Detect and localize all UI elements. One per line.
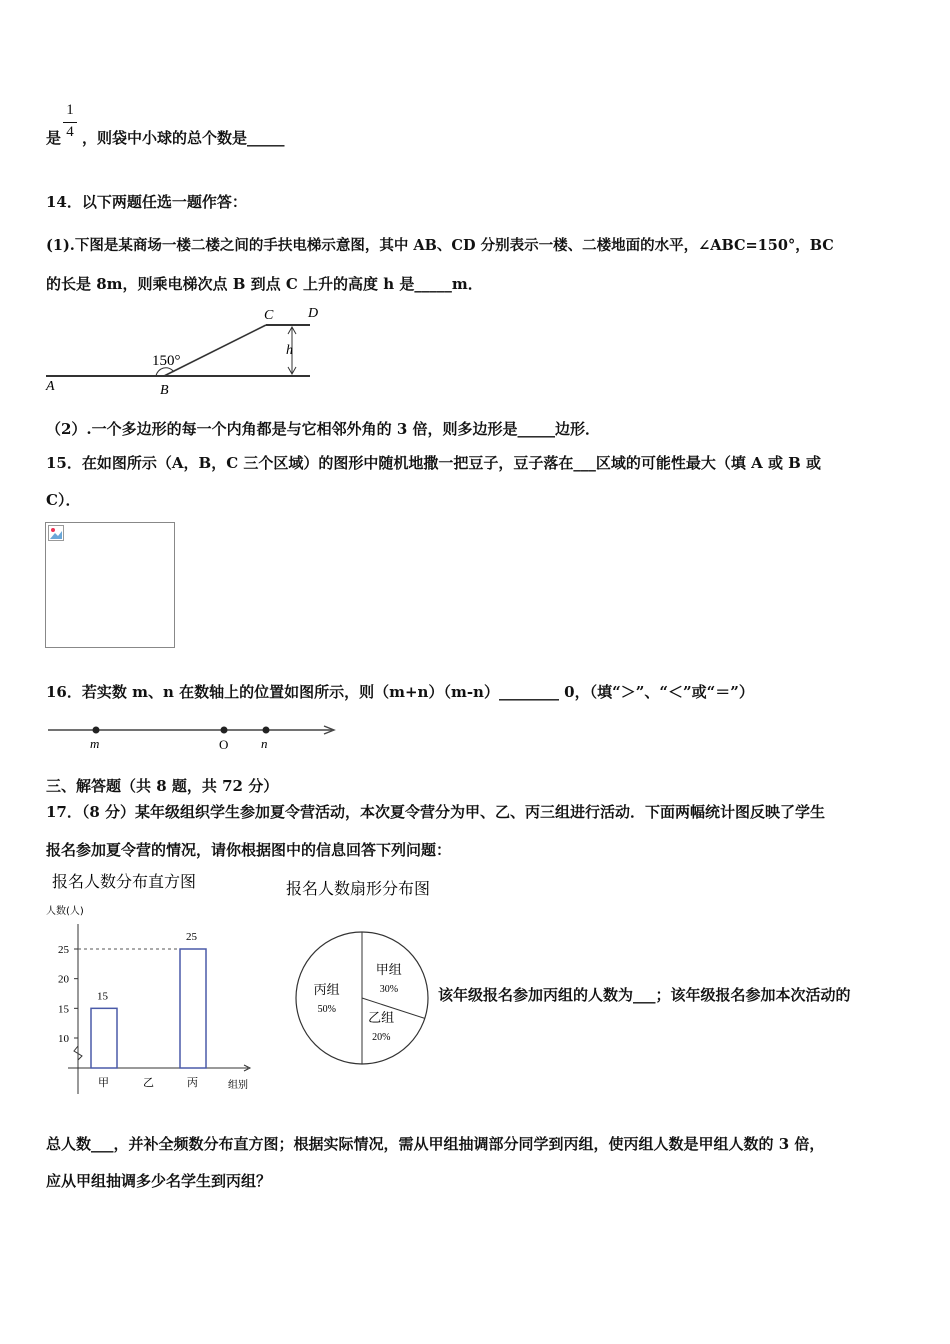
- y-tick-label: 15: [58, 1003, 69, 1016]
- q17-line2: 报名参加夏令营的情况，请你根据图中的信息回答下列问题：: [46, 841, 452, 859]
- label-h: h: [286, 343, 293, 358]
- y-tick-label: 25: [58, 944, 69, 956]
- pie-slice-percent: 20%: [372, 1031, 391, 1043]
- pie-slice-percent: 50%: [317, 1004, 337, 1015]
- q17-side-text: 该年级报名参加丙组的人数为___；该年级报名参加本次活动的: [438, 986, 851, 1004]
- chart-title: 报名人数分布直方图: [52, 872, 197, 891]
- fraction-numerator: 1: [66, 102, 74, 118]
- pie-title: 报名人数扇形分布图: [286, 879, 431, 898]
- escalator-figure: [44, 302, 324, 397]
- bar-value-label: 15: [97, 990, 108, 1003]
- label-D: D: [308, 306, 319, 321]
- label-B: B: [160, 383, 169, 398]
- section-title: 三、解答题（共 8 题，共 72 分）: [46, 777, 279, 795]
- q16-line: 16．若实数 m、n 在数轴上的位置如图所示，则（m+n）（m-n）________ 0，（填“＞”、“＜”或“＝”）: [46, 683, 754, 701]
- broken-image-icon: [48, 525, 64, 541]
- q13-pre: 是: [46, 129, 62, 147]
- fraction-denominator: 4: [66, 124, 74, 140]
- label-A: A: [46, 379, 55, 394]
- q17-line4: 应从甲组抽调多少名学生到丙组？: [46, 1172, 272, 1190]
- q15-line2: C）．: [46, 491, 81, 509]
- q13-text: ，则袋中小球的总个数是_____: [82, 129, 285, 147]
- y-axis-label: 人数(人): [46, 906, 84, 917]
- histogram-chart: [46, 870, 261, 1095]
- pie-slice-label: 丙组: [313, 982, 340, 997]
- x-tick-label: 丙: [187, 1077, 198, 1089]
- q14-p2: （2）.一个多边形的每一个内角都是与它相邻外角的 3 倍，则多边形是_____边形．: [46, 420, 601, 438]
- point-n: n: [261, 736, 268, 751]
- y-tick-label: 20: [58, 973, 69, 986]
- fraction-bar: [63, 122, 77, 123]
- number-line: [46, 720, 341, 750]
- label-angle: 150°: [152, 353, 181, 369]
- pie-chart: [286, 875, 446, 1075]
- bar: [91, 1008, 117, 1068]
- y-tick-label: 10: [58, 1033, 69, 1045]
- point-m: m: [90, 736, 100, 751]
- q14-p1-line1: (1).下图是某商场一楼二楼之间的手扶电梯示意图，其中 AB、CD 分别表示一楼、二楼地面的水平，∠ABC=150°，BC: [46, 237, 834, 254]
- q14-p1-line2: 的长是 8m，则乘电梯次点 B 到点 C 上升的高度 h 是_____m．: [46, 275, 483, 293]
- q17-line1: 17．（8 分）某年级组织学生参加夏令营活动，本次夏令营分为甲、乙、丙三组进行活动．下面两幅统计图反映了学生: [46, 803, 826, 821]
- label-C: C: [264, 308, 274, 323]
- pie-slice-percent: 30%: [379, 983, 399, 995]
- bar: [180, 949, 206, 1068]
- x-axis-label: 组别: [228, 1080, 248, 1091]
- x-tick-label: 乙: [143, 1077, 154, 1089]
- q17-line3: 总人数___，并补全频数分布直方图；根据实际情况，需从甲组抽调部分同学到丙组，使丙组人数是甲组人数的 3 倍，: [46, 1135, 825, 1153]
- point-o: O: [219, 737, 229, 752]
- q15-image-placeholder: [45, 522, 175, 648]
- pie-slice-label: 乙组: [368, 1009, 395, 1025]
- q15-line1: 15．在如图所示（A，B，C 三个区域）的图形中随机地撒一把豆子，豆子落在___区域的可能性最大（填 A 或 B 或: [46, 454, 822, 472]
- q14-title: 14．以下两题任选一题作答：: [46, 193, 247, 211]
- pie-slice-label: 甲组: [375, 961, 402, 977]
- bar-value-label: 25: [186, 931, 197, 943]
- x-tick-label: 甲: [98, 1077, 109, 1089]
